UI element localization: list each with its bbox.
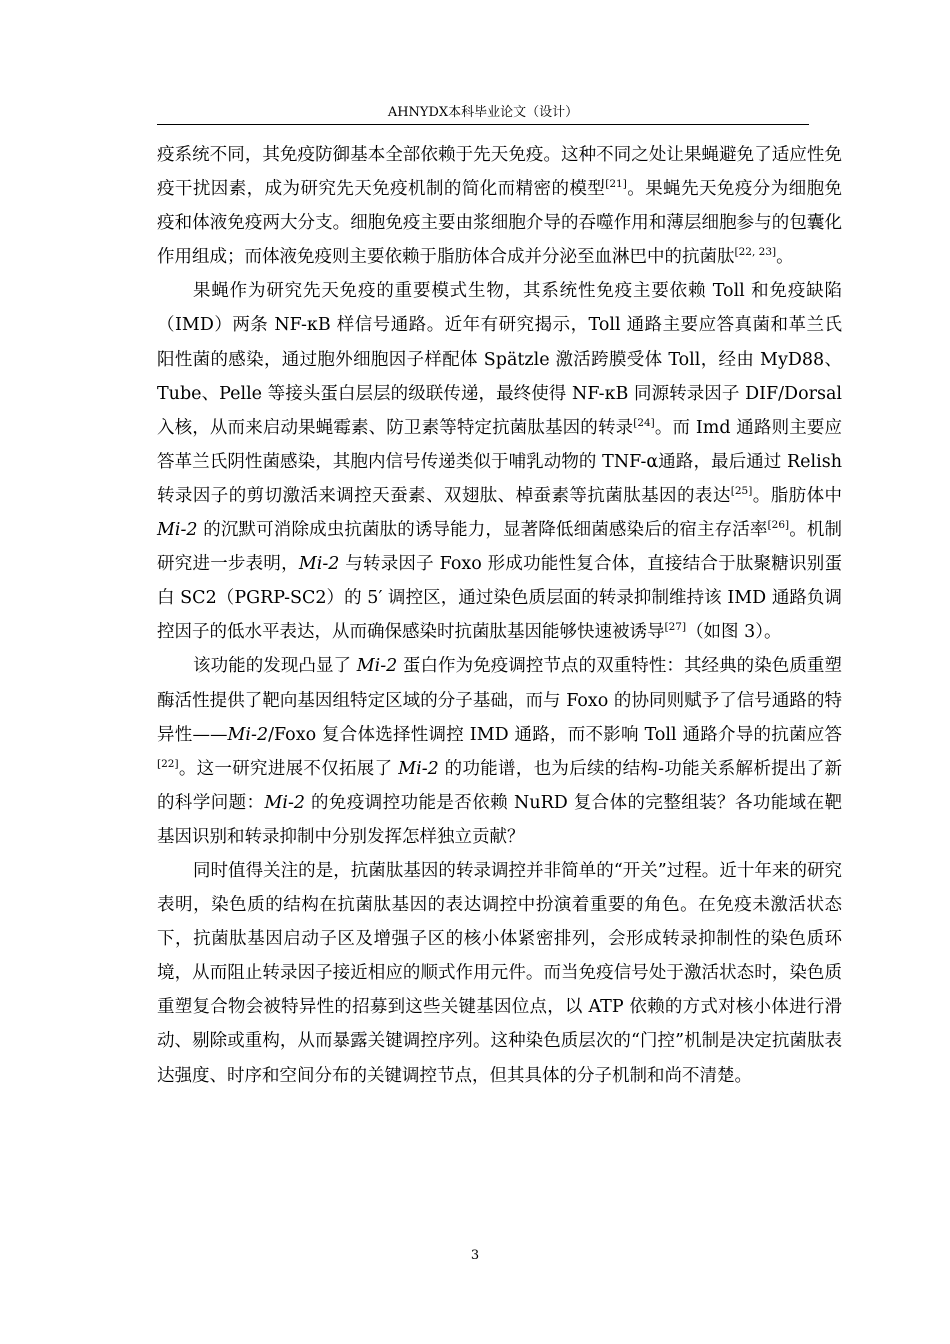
paragraph-2: 果蝇作为研究先天免疫的重要模式生物，其系统性免疫主要依赖 Toll 和免疫缺陷（IMD）两条 NF-κB 样信号通路。近年有研究揭示，Toll 通路主要应答真菌和革兰氏阳性菌的感染，通过胞外细胞因子样配体 Spätzle 激活跨膜受体 Toll，经由 MyD88、Tube、Pelle 等接头蛋白层层的级联传递，最终使得 NF-κB 同源转录因子 DIF/Dorsal 入核，从而来启动果蝇霉素、防卫素等特定抗菌肽基因的转录[24]。而 Imd 通路则主要应答革兰氏阴性菌感染，其胞内信号传递类似于哺乳动物的 TNF-α通路，最后通过 Relish 转录因子的剪切激活来调控天蚕素、双翅肽、棹蚕素等抗菌肽基因的表达[25]。脂肪体中 Mi-2 的沉默可消除成虫抗菌肽的诱导能力，显著降低细菌感染后的宿主存活率[26]。机制研究进一步表明，Mi-2 与转录因子 Foxo 形成功能性复合体，直接结合于肽聚糖识别蛋白 SC2（PGRP-SC2）的 5′ 调控区，通过染色质层面的转录抑制维持该 IMD 通路负调控因子的低水平表达，从而确保感染时抗菌肽基因能够快速被诱导[27]（如图 3）。 xyxy=(157,281,843,643)
citation: [21] xyxy=(605,178,627,191)
citation: [26] xyxy=(767,519,790,532)
citation: [27] xyxy=(664,621,687,634)
paragraph-1: 疫系统不同，其免疫防御基本全部依赖于先天免疫。这种不同之处让果蝇避免了适应性免疫干扰因素，成为研究先天免疫机制的简化而精密的模型[21]。果蝇先天免疫分为细胞免疫和体液免疫两大分支。细胞免疫主要由浆细胞介导的吞噬作用和薄层细胞参与的包囊化作用组成；而体液免疫则主要依赖于脂肪体合成并分泌至血淋巴中的抗菌肽[22, 23]。 xyxy=(157,145,843,268)
gene-name: Mi-2 xyxy=(398,758,439,779)
header-rule xyxy=(157,124,809,125)
citation: [22] xyxy=(157,757,179,770)
running-header: AHNYDX本科毕业论文（设计） xyxy=(387,105,579,120)
citation: [22, 23] xyxy=(734,246,777,259)
page-number: 3 xyxy=(470,1248,480,1263)
gene-name: Mi-2 xyxy=(298,554,340,575)
citation: [24] xyxy=(633,416,655,429)
gene-name: Mi-2 xyxy=(157,520,198,541)
gene-name: Mi-2 xyxy=(264,792,306,813)
gene-name: Mi-2 xyxy=(356,656,398,677)
paragraph-4: 同时值得关注的是，抗菌肽基因的转录调控并非简单的“开关”过程。近十年来的研究表明，染色质的结构在抗菌肽基因的表达调控中扮演着重要的角色。在免疫未激活状态下，抗菌肽基因启动子区及增强子区的核小体紧密排列，会形成转录抑制性的染色质环境，从而阻止转录因子接近相应的顺式作用元件。而当免疫信号处于激活状态时，染色质重塑复合物会被特异性的招募到这些关键基因位点，以 ATP 依赖的方式对核小体进行滑动、剔除或重构，从而暴露关键调控序列。这种染色质层次的“门控”机制是决定抗菌肽表达强度、时序和空间分布的关键调控节点，但其具体的分子机制和尚不清楚。 xyxy=(157,860,842,1086)
paragraph-3: 该功能的发现凸显了 Mi-2 蛋白作为免疫调控节点的双重特性：其经典的染色质重塑酶活性提供了靶向基因组特定区域的分子基础，而与 Foxo 的协同则赋予了信号通路的特异性——Mi-2/Foxo 复合体选择性调控 IMD 通路，而不影响 Toll 通路介导的抗菌应答[22]。这一研究进展不仅拓展了 Mi-2 的功能谱，也为后续的结构-功能关系解析提出了新的科学问题：Mi-2 的免疫调控功能是否依赖 NuRD 复合体的完整组装？各功能域在靶基因识别和转录抑制中分别发挥怎样独立贡献？ xyxy=(157,656,843,847)
citation: [25] xyxy=(730,485,753,498)
gene-name: Mi-2 xyxy=(227,724,269,745)
body-text xyxy=(157,138,842,1093)
